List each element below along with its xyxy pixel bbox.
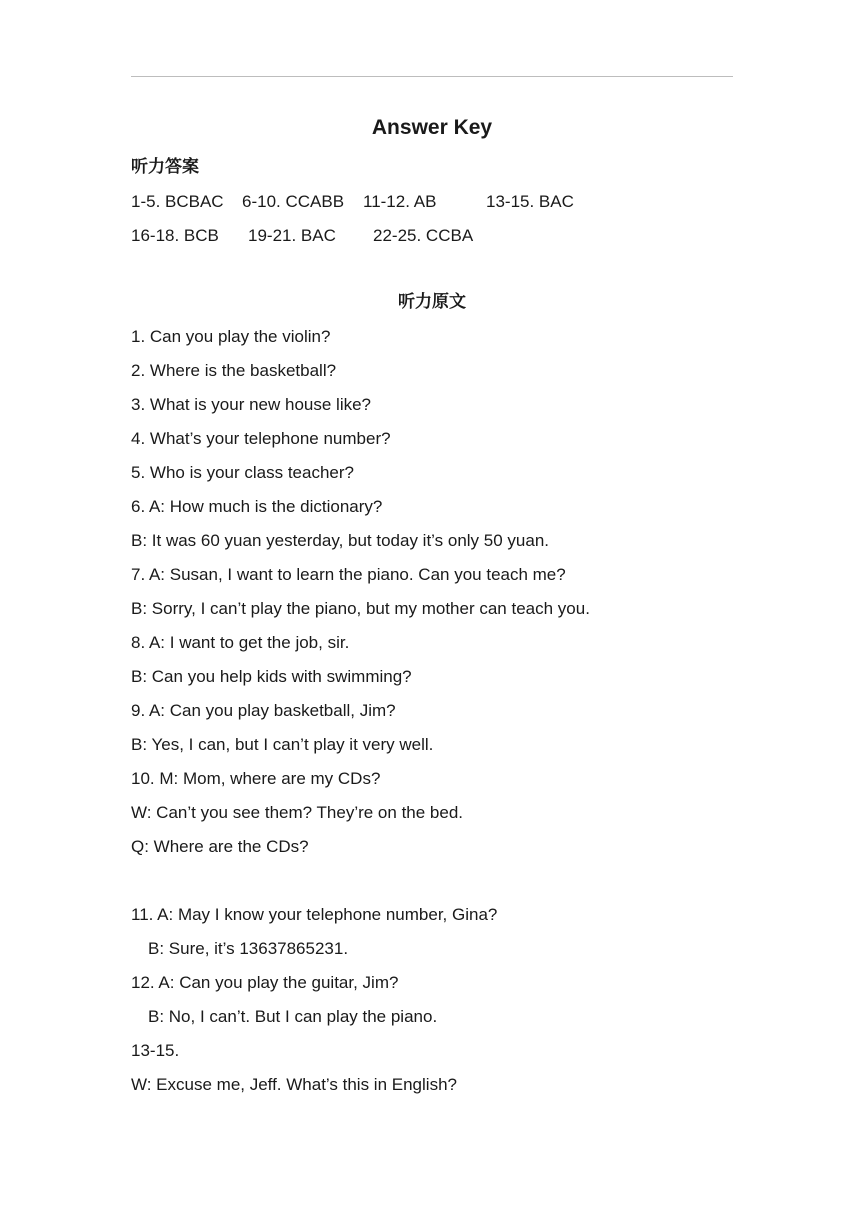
listening-answers-label: 听力答案 — [131, 157, 199, 176]
page-title: Answer Key — [371, 116, 493, 139]
transcript-line: B: It was 60 yuan yesterday, but today it’s only 50 yuan. — [131, 531, 550, 550]
transcript-line: W: Excuse me, Jeff. What’s this in English? — [131, 1075, 457, 1094]
transcript-line: 1. Can you play the violin? — [131, 327, 331, 346]
answer-group: 6-10. CCABB — [242, 192, 345, 211]
answer-row-2 — [0, 223, 864, 249]
transcript-line: 2. Where is the basketball? — [131, 361, 337, 380]
transcript-line: Q: Where are the CDs? — [131, 837, 309, 856]
transcript-line: B: Can you help kids with swimming? — [131, 667, 412, 686]
header-divider — [131, 76, 733, 77]
answer-group: 19-21. BAC — [248, 226, 336, 245]
transcript-line: B: Yes, I can, but I can’t play it very well. — [131, 735, 434, 754]
transcript-line: 9. A: Can you play basketball, Jim? — [131, 701, 396, 720]
transcript-line: W: Can’t you see them? They’re on the bed. — [131, 803, 464, 822]
answer-group: 22-25. CCBA — [373, 226, 474, 245]
transcript-line: 5. Who is your class teacher? — [131, 463, 354, 482]
transcript-line: 3. What is your new house like? — [131, 395, 372, 414]
transcript-line: B: No, I can’t. But I can play the piano. — [148, 1007, 438, 1026]
transcript-line: 10. M: Mom, where are my CDs? — [131, 769, 381, 788]
transcript-line: 8. A: I want to get the job, sir. — [131, 633, 350, 652]
answer-group: 13-15. BAC — [486, 192, 574, 211]
transcript-line: 7. A: Susan, I want to learn the piano. Can you teach me? — [131, 565, 566, 584]
answer-group: 1-5. BCBAC — [131, 192, 224, 211]
transcript-line: 12. A: Can you play the guitar, Jim? — [131, 973, 399, 992]
transcript-line: 13-15. — [131, 1041, 180, 1060]
answer-group: 11-12. AB — [363, 192, 437, 211]
transcript-line: 4. What’s your telephone number? — [131, 429, 391, 448]
transcript-heading: 听力原文 — [398, 292, 466, 311]
transcript-line: 6. A: How much is the dictionary? — [131, 497, 383, 516]
transcript-line: 11. A: May I know your telephone number, Gina? — [131, 905, 498, 924]
transcript-line: B: Sorry, I can’t play the piano, but my mother can teach you. — [131, 599, 590, 618]
transcript-line: B: Sure, it’s 13637865231. — [148, 939, 349, 958]
answer-group: 16-18. BCB — [131, 226, 219, 245]
answer-row-1 — [0, 189, 864, 215]
